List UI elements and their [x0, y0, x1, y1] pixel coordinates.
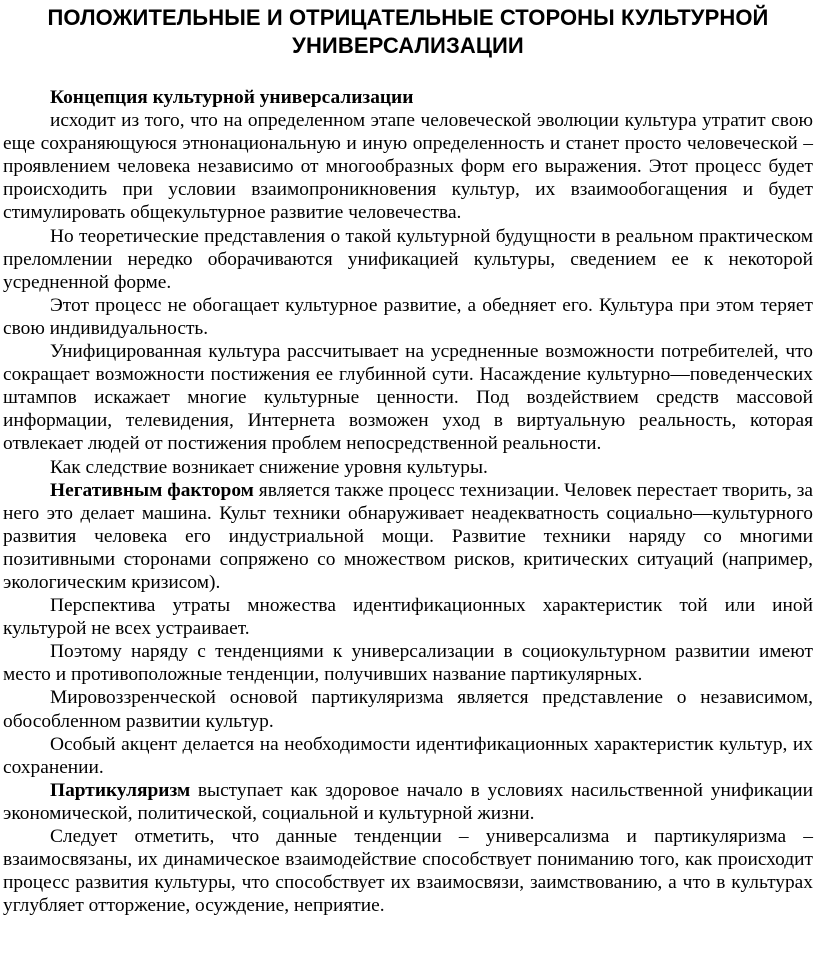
paragraph [3, 479, 813, 594]
bold-term: Партикуляризм [50, 779, 191, 801]
paragraph-text: выступает как здоровое начало в условиях насильственной унификации экономической, политической, социальной и культурной жизни. [3, 779, 813, 824]
paragraph: Перспектива утраты множества идентификационных характеристик той или иной культурой не всех устраивает. [3, 595, 813, 640]
paragraph: исходит из того, что на определенном этапе человеческой эволюции культура утратит свою еще сохраняющуюся этнонациональную и иную определенность и станет просто человеческой – проявлением человека независимо от многообразных форм его выражения. Этот процесс будет происходить при условии взаимопроникновения культур, их взаимообогащения и будет стимулировать общекультурное развитие человечества. [3, 110, 813, 224]
paragraph: Этот процесс не обогащает культурное развитие, а обедняет его. Культура при этом теряет свою индивидуальность. [3, 294, 813, 339]
paragraph [3, 779, 813, 825]
paragraph: Особый акцент делается на необходимости идентификационных характеристик культур, их сохранении. [3, 733, 813, 778]
paragraph: Мировоззренческой основой партикуляризма является представление о независимом, обособленном развитии культур. [3, 687, 813, 732]
paragraph: Следует отметить, что данные тенденции – универсализма и партикуляризма – взаимосвязаны, их динамическое взаимодействие способствует пониманию того, как происходит процесс развития культуры, что способствует их взаимосвязи, заимствованию, а что в культурах углубляет отторжение, осуждение, неприятие. [3, 826, 813, 917]
paragraph: Унифицированная культура рассчитывает на усредненные возможности потребителей, что сокращает возможности постижения ее глубинной сути. Насаждение культурно—поведенческих штампов искажает многие культурные ценности. Под воздействием средств массовой информации, телевидения, Интернета возможен уход в виртуальную реальность, которая отвлекает людей от постижения проблем непосредственной реальности. [3, 341, 813, 455]
paragraph-text: является также процесс технизации. Человек перестает творить, за него это делает машина. Культ техники обнаруживает неадекватность социально—культурного развития человека его индустриальной мощи. Развитие техники наряду со многими позитивными сторонами сопряжено со множеством рисков, критических ситуаций (например, экологическим кризисом). [3, 479, 813, 593]
section-heading: Концепция культурной универсализации [50, 87, 414, 108]
bold-term: Негативным фактором [50, 479, 254, 501]
document-body [3, 86, 813, 917]
page-title: ПОЛОЖИТЕЛЬНЫЕ И ОТРИЦАТЕЛЬНЫЕ СТОРОНЫ КУЛЬТУРНОЙ УНИВЕРСАЛИЗАЦИИ [47, 5, 769, 58]
paragraph: Поэтому наряду с тенденциями к универсализации в социокультурном развитии имеют место и противоположные тенденции, получивших название партикулярных. [3, 641, 813, 686]
paragraph: Но теоретические представления о такой культурной будущности в реальном практическом преломлении нередко оборачиваются унификацией культуры, сведением ее к некоторой усредненной форме. [3, 225, 813, 293]
paragraph: Как следствие возникает снижение уровня культуры. [50, 456, 488, 478]
